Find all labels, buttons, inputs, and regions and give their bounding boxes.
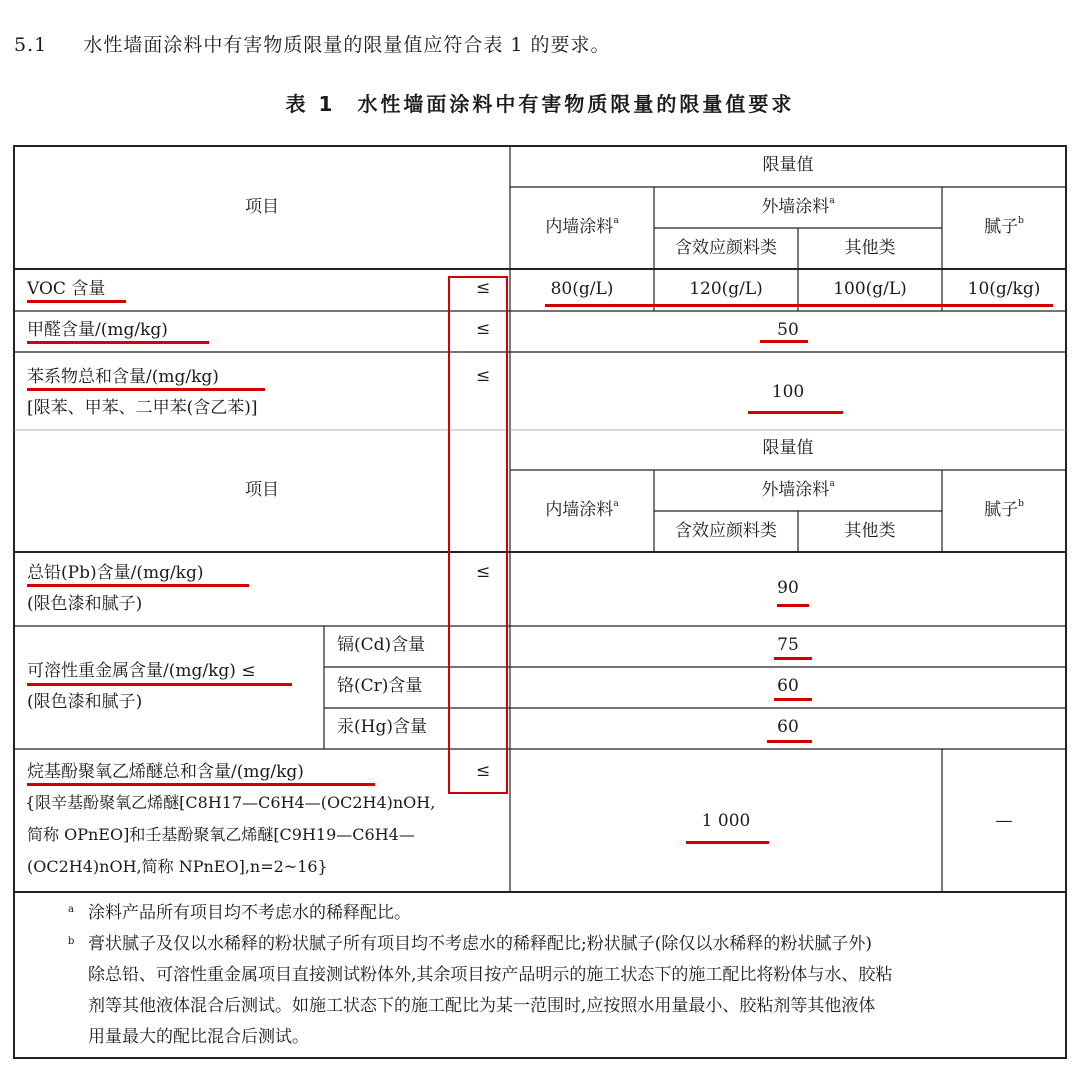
mercury-value: 60 [777,717,799,737]
annotation-underline [545,304,1053,307]
voc-putty: 10(g/kg) [967,279,1041,299]
lead-value: 90 [777,578,799,598]
annotation-underline [27,300,126,303]
mercury-label: 汞(Hg)含量 [337,717,427,737]
annotation-underline [27,783,375,786]
header-other: 其他类 [844,238,896,258]
ape-putty: — [995,811,1013,831]
header-item: 项目 [245,197,279,217]
row-voc-label: VOC 含量 [27,279,106,299]
cadmium-value: 75 [777,635,799,655]
le-sign: ≤ [476,562,491,582]
row-benzene-note: [限苯、甲苯、二甲苯(含乙苯)] [27,398,258,418]
annotation-underline [27,683,292,686]
header-interior: 内墙涂料$^a$ [545,216,619,237]
header-interior: 内墙涂料$^a$ [545,499,619,520]
le-sign: ≤ [476,319,491,339]
voc-interior: 80(g/L) [550,279,614,299]
footnote-b-mark: b [68,936,75,947]
row-lead-label: 总铅(Pb)含量/(mg/kg) [27,563,204,583]
footnote-a-text: 涂料产品所有项目均不考虑水的稀释配比。 [88,903,411,923]
row-ape-note-3: (OC2H4)nOH,简称 NPnEO],n=2~16} [27,857,328,876]
formaldehyde-value: 50 [777,320,799,340]
header-putty: 腻子$^b$ [984,216,1024,237]
annotation-underline [774,698,812,701]
annotation-underline [767,740,812,743]
le-sign: ≤ [476,366,491,386]
ape-value: 1 000 [701,811,751,831]
table-number: 表 1 [285,92,336,116]
clause-number: 5.1 [14,34,48,56]
row-heavy-metal-note: (限色漆和腻子) [27,692,143,712]
le-sign: ≤ [241,661,256,681]
annotation-underline [27,341,209,344]
annotation-underline [27,388,265,391]
voc-other: 100(g/L) [833,279,907,299]
annotation-underline [686,841,769,844]
header-effect-pigment: 含效应颜料类 [675,521,777,541]
chromium-value: 60 [777,676,799,696]
annotation-underline [27,584,249,587]
chromium-label: 铬(Cr)含量 [337,676,423,696]
header-effect-pigment: 含效应颜料类 [675,238,777,258]
annotation-underline [777,604,809,607]
le-sign: ≤ [476,278,491,298]
header-exterior: 外墙涂料$^a$ [761,479,835,500]
footnote-a-mark: a [68,904,74,915]
header-putty: 腻子$^b$ [984,499,1024,520]
annotation-underline [760,340,808,343]
row-formaldehyde-label: 甲醛含量/(mg/kg) [27,320,168,340]
le-sign: ≤ [476,761,491,781]
voc-effect: 120(g/L) [689,279,763,299]
header-limit: 限量值 [762,155,814,175]
row-heavy-metal-label: 可溶性重金属含量/(mg/kg) ≤ [27,661,256,681]
row-lead-note: (限色漆和腻子) [27,594,143,614]
benzene-value: 100 [771,382,805,402]
row-benzene-label: 苯系物总和含量/(mg/kg) [27,367,219,387]
annotation-underline [774,657,812,660]
row-ape-label: 烷基酚聚氧乙烯醚总和含量/(mg/kg) [27,762,304,782]
annotation-box-le-column [448,276,508,794]
header-exterior: 外墙涂料$^a$ [761,196,835,217]
annotation-underline [748,411,843,414]
header-item: 项目 [245,480,279,500]
table-title: 水性墙面涂料中有害物质限量的限量值要求 [357,92,795,116]
clause-text: 水性墙面涂料中有害物质限量的限量值应符合表 1 的要求。 [83,34,611,56]
row-ape-note-1: {限辛基酚聚氧乙烯醚[C8H17—C6H4—(OC2H4)nOH, [25,793,436,812]
header-other: 其他类 [844,521,896,541]
row-ape-note-2: 简称 OPnEO]和壬基酚聚氧乙烯醚[C9H19—C6H4— [27,825,415,844]
cadmium-label: 镉(Cd)含量 [337,635,426,655]
header-limit: 限量值 [762,438,814,458]
footnote-b-text: 膏状腻子及仅以水稀释的粉状腻子所有项目均不考虑水的稀释配比;粉状腻子(除仅以水稀释的粉状腻子外) 除总铅、可溶性重金属项目直接测试粉体外,其余项目按产品明示的施工状态下的施工配比将粉体与水、胶粘 剂等其他液体混合后测试。如施工状态下的施工配比为某一范围时,应按照水用量最小、胶粘剂等其他液体 用量最大的配比混合后测试。 [88,934,893,1047]
